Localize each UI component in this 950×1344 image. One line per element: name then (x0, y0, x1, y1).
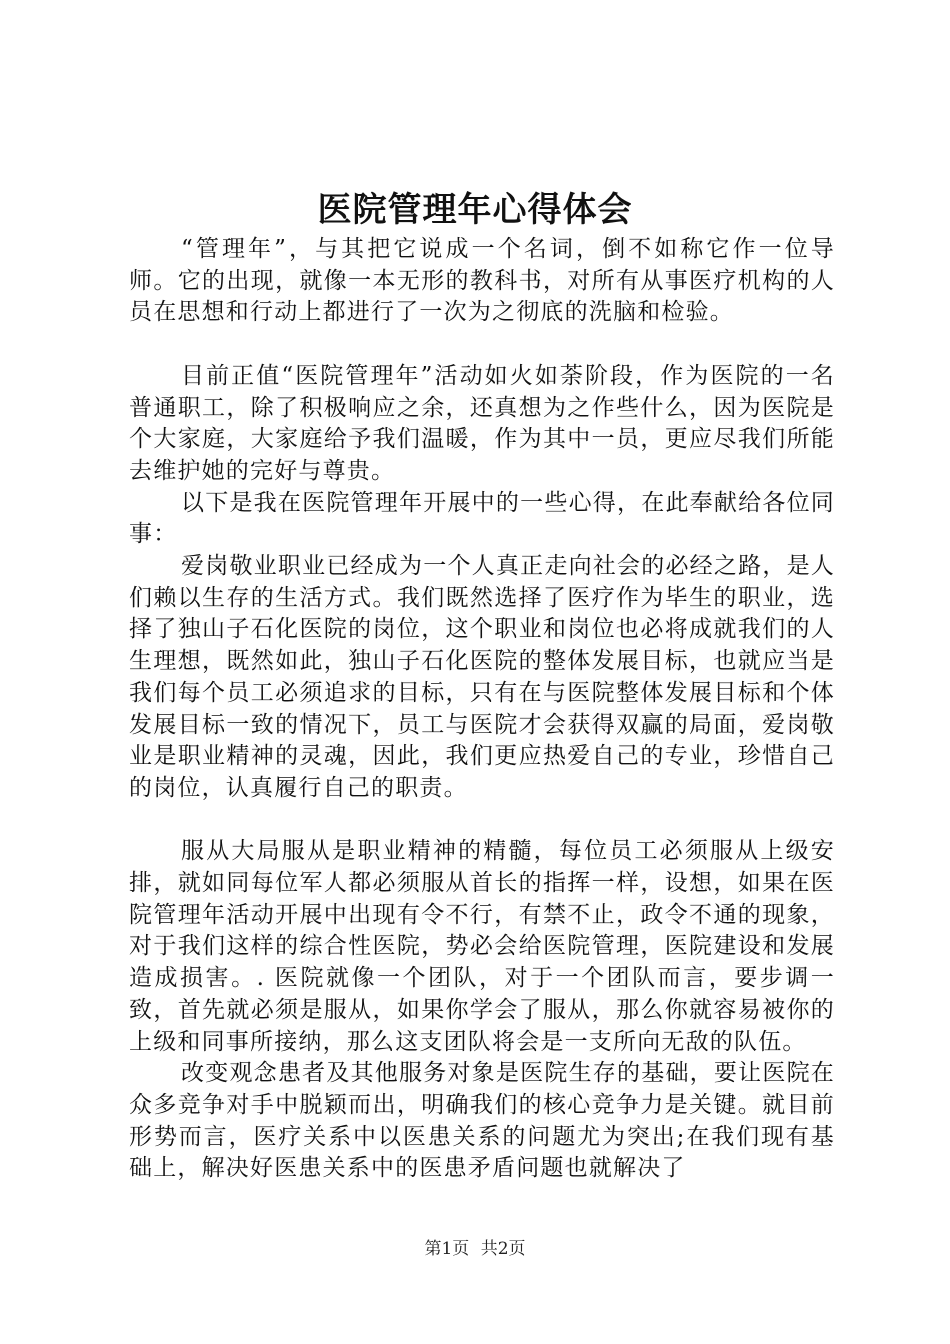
paragraph-intro: “管理年”，与其把它说成一个名词，倒不如称它作一位导师。它的出现，就像一本无形的教科书，对所有从事医疗机构的人员在思想和行动上都进行了一次为之彻底的洗脑和检验。 (129, 236, 835, 326)
page-footer (0, 1238, 950, 1260)
document-body (129, 234, 835, 1185)
paragraph-lead-in: 以下是我在医院管理年开展中的一些心得，在此奉献给各位同事： (129, 489, 835, 548)
paragraph-dedication: 爱岗敬业职业已经成为一个人真正走向社会的必经之路，是人们赖以生存的生活方式。我们既然选择了医疗作为毕生的职业，选择了独山子石化医院的岗位，这个职业和岗位也必将成就我们的人生理想，既然如此，独山子石化医院的整体发展目标，也就应当是我们每个员工必须追求的目标，只有在与医院整体发展目标和个体发展目标一致的情况下，员工与医院才会获得双赢的局面，爱岗敬业是职业精神的灵魂，因此，我们更应热爱自己的专业，珍惜自己的岗位，认真履行自己的职责。 (129, 553, 835, 801)
page-number: 第1页 (424, 1239, 470, 1259)
document-title: 医院管理年心得体会 (317, 190, 633, 230)
paragraph-current-activity: 目前正值“医院管理年”活动如火如荼阶段，作为医院的一名普通职工，除了积极响应之余，还真想为之作些什么，因为医院是个大家庭，大家庭给予我们温暖，作为其中一员，更应尽我们所能去维护她的完好与尊贵。 (129, 362, 835, 484)
paragraph-change-concepts: 改变观念患者及其他服务对象是医院生存的基础，要让医院在众多竞争对手中脱颖而出，明确我们的核心竞争力是关键。就目前形势而言，医疗关系中以医患关系的问题尤为突出;在我们现有基础上，解决好医患关系中的医患矛盾问题也就解决了 (129, 1060, 835, 1182)
page-total: 共2页 (480, 1239, 526, 1259)
paragraph-obedience: 服从大局服从是职业精神的精髓，每位员工必须服从上级安排，就如同每位军人都必须服从首长的指挥一样，设想，如果在医院管理年活动开展中出现有令不行，有禁不止，政令不通的现象，对于我们这样的综合性医院，势必会给医院管理，医院建设和发展造成损害。. 医院就像一个团队，对于一个团队而言，要步调一致，首先就必须是服从，如果你学会了服从，那么你就容易被你的上级和同事所接纳，那么这支团队将会是一支所向无敌的队伍。 (129, 838, 835, 1055)
